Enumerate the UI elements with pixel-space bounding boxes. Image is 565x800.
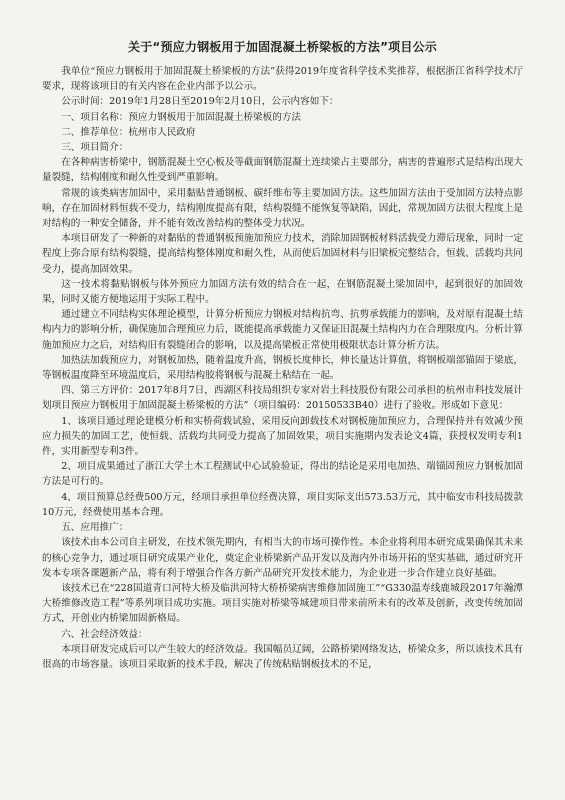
page-title: 关于“预应力钢板用于加固混凝土桥梁板的方法”项目公示 bbox=[128, 40, 437, 54]
paragraph: 这一技术将黏贴钢板与体外预应力加固方法有效的结合在一起，在钢筋混凝土梁加固中，起到很好的加固效果，同时又能方便地运用于实际工程中。 bbox=[42, 278, 523, 306]
paragraph: 三、项目简介： bbox=[61, 142, 129, 154]
paragraph: 我单位“预应力钢板用于加固混凝土桥梁板的方法”获得2019年度省科学技术奖推荐，根据浙江省科学技术厅要求，现将该项目的有关内容在企业内部予以公示。 bbox=[42, 66, 523, 93]
paragraph: 六、社会经济效益： bbox=[61, 628, 148, 640]
document-body bbox=[42, 64, 523, 672]
paragraph: 通过建立不同结构实体理论模型，计算分析预应力钢板对结构抗弯、抗剪承载能力的影响，及对原有混凝土结构内力的影响分析，确保施加合理预应力后，既能提高承载能力又保证旧混凝土结构内力在合理限度内。分析计算施加预应力之后，对结构旧有裂缝闭合的影响，以及提高梁板正常使用极限状态计算分析方法。 bbox=[42, 309, 523, 351]
paragraph: 在各种病害桥梁中，钢筋混凝土空心板及等截面钢筋混凝土连续梁占主要部分，病害的普遍形式是结构出现大量裂缝，结构刚度和耐久性受到严重影响。 bbox=[42, 157, 523, 184]
paragraph: 1、该项目通过理论建模分析和实桥荷载试验，采用反向卸载技术对钢板施加预应力，合理保持并有效减少预应力损失的加固工艺，使恒载、活载均共同受力提高了加固效果，项目实施期内发表论文4篇，获授权发明专利1件，实用新型专利3件。 bbox=[42, 415, 523, 458]
paragraph: 一、项目名称：预应力钢板用于加固混凝土桥梁板的方法 bbox=[61, 111, 302, 123]
paragraph: 该技术由本公司自主研发，在技术领先期内，有相当大的市场可操作性。本企业将利用本研究成果确保其未来的核心竞争力，通过项目研究成果产业化，奠定企业桥梁新产品开发以及海内外市场开拓的坚实基础，通过研究开发本专项各课题新产品，将有利于增强合作各方新产品研究开发技术能力，为企业进一步合作建立良好基础。 bbox=[42, 537, 523, 579]
paragraph: 本项目研发了一种新的对黏贴的普通钢板预施加预应力技术，消除加固钢板材料活载受力滞后现象，同时一定程度上弥合原有结构裂缝，提高结构整体刚度和耐久性，从而使后加固材料与旧梁板完整结合，恒载、活载均共同受力，提高加固效果。 bbox=[42, 233, 523, 275]
paragraph: 该技术已在“228国道青口河特大桥及临洪河特大桥桥梁病害维修加固施工”“G330温寿线鹿城段2017年瀚潭大桥维修改造工程”等系列项目成功实施。项目实施对桥梁等城建项目带来前所未有的改革及创新，改变传统加固方式，开创业内桥梁加固新格局。 bbox=[42, 582, 523, 625]
paragraph: 公示时间：2019年1月28日至2019年2月10日，公示内容如下： bbox=[61, 96, 339, 108]
paragraph: 加热法加载预应力，对钢板加热，随着温度升高，钢板长度伸长，伸长量达计算值，将钢板端部锚固于梁底，等钢板温度降至环境温度后，采用结构胶将钢板与混凝土粘结在一起。 bbox=[42, 354, 523, 382]
paragraph: 常规的该类病害加固中，采用黏贴普通钢板、碳纤维布等主要加固方法。这些加固方法由于受加固方法特点影响，存在加固材料恒载不受力，结构刚度提高有限，结构裂缝不能恢复等缺陷，因此，常规加固方法很大程度上是对结构的一种安全储备，并不能有效改善结构的整体受力状况。 bbox=[42, 187, 523, 230]
paragraph: 4、项目预算总经费500万元，经项目承担单位经费决算，项目实际支出573.53万元，其中临安市科技局拨款10万元，经费使用基本合理。 bbox=[42, 491, 523, 518]
paragraph: 本项目研发完成后可以产生较大的经济效益。我国幅员辽阔，公路桥梁网络发达，桥梁众多，所以该技术具有很高的市场容量。该项目采取新的技术手段，解决了传统粘贴钢板技术的不足， bbox=[42, 643, 523, 670]
paragraph: 二、推荐单位：杭州市人民政府 bbox=[61, 126, 196, 138]
paragraph: 五、应用推广： bbox=[61, 522, 129, 534]
paragraph: 2、项目成果通过了浙江大学土木工程测试中心试验验证，得出的结论是采用电加热、端锚固预应力钢板加固方法是可行的。 bbox=[42, 461, 523, 488]
paragraph: 四、第三方评价：2017年8月7日，西湖区科技局组织专家对岩土科技股份有限公司承担的杭州市科技发展计划项目预应力钢板用于加固混凝土桥梁板的方法”（项目编码：20150533B40）进行了验收。形成如下意见： bbox=[42, 385, 523, 412]
